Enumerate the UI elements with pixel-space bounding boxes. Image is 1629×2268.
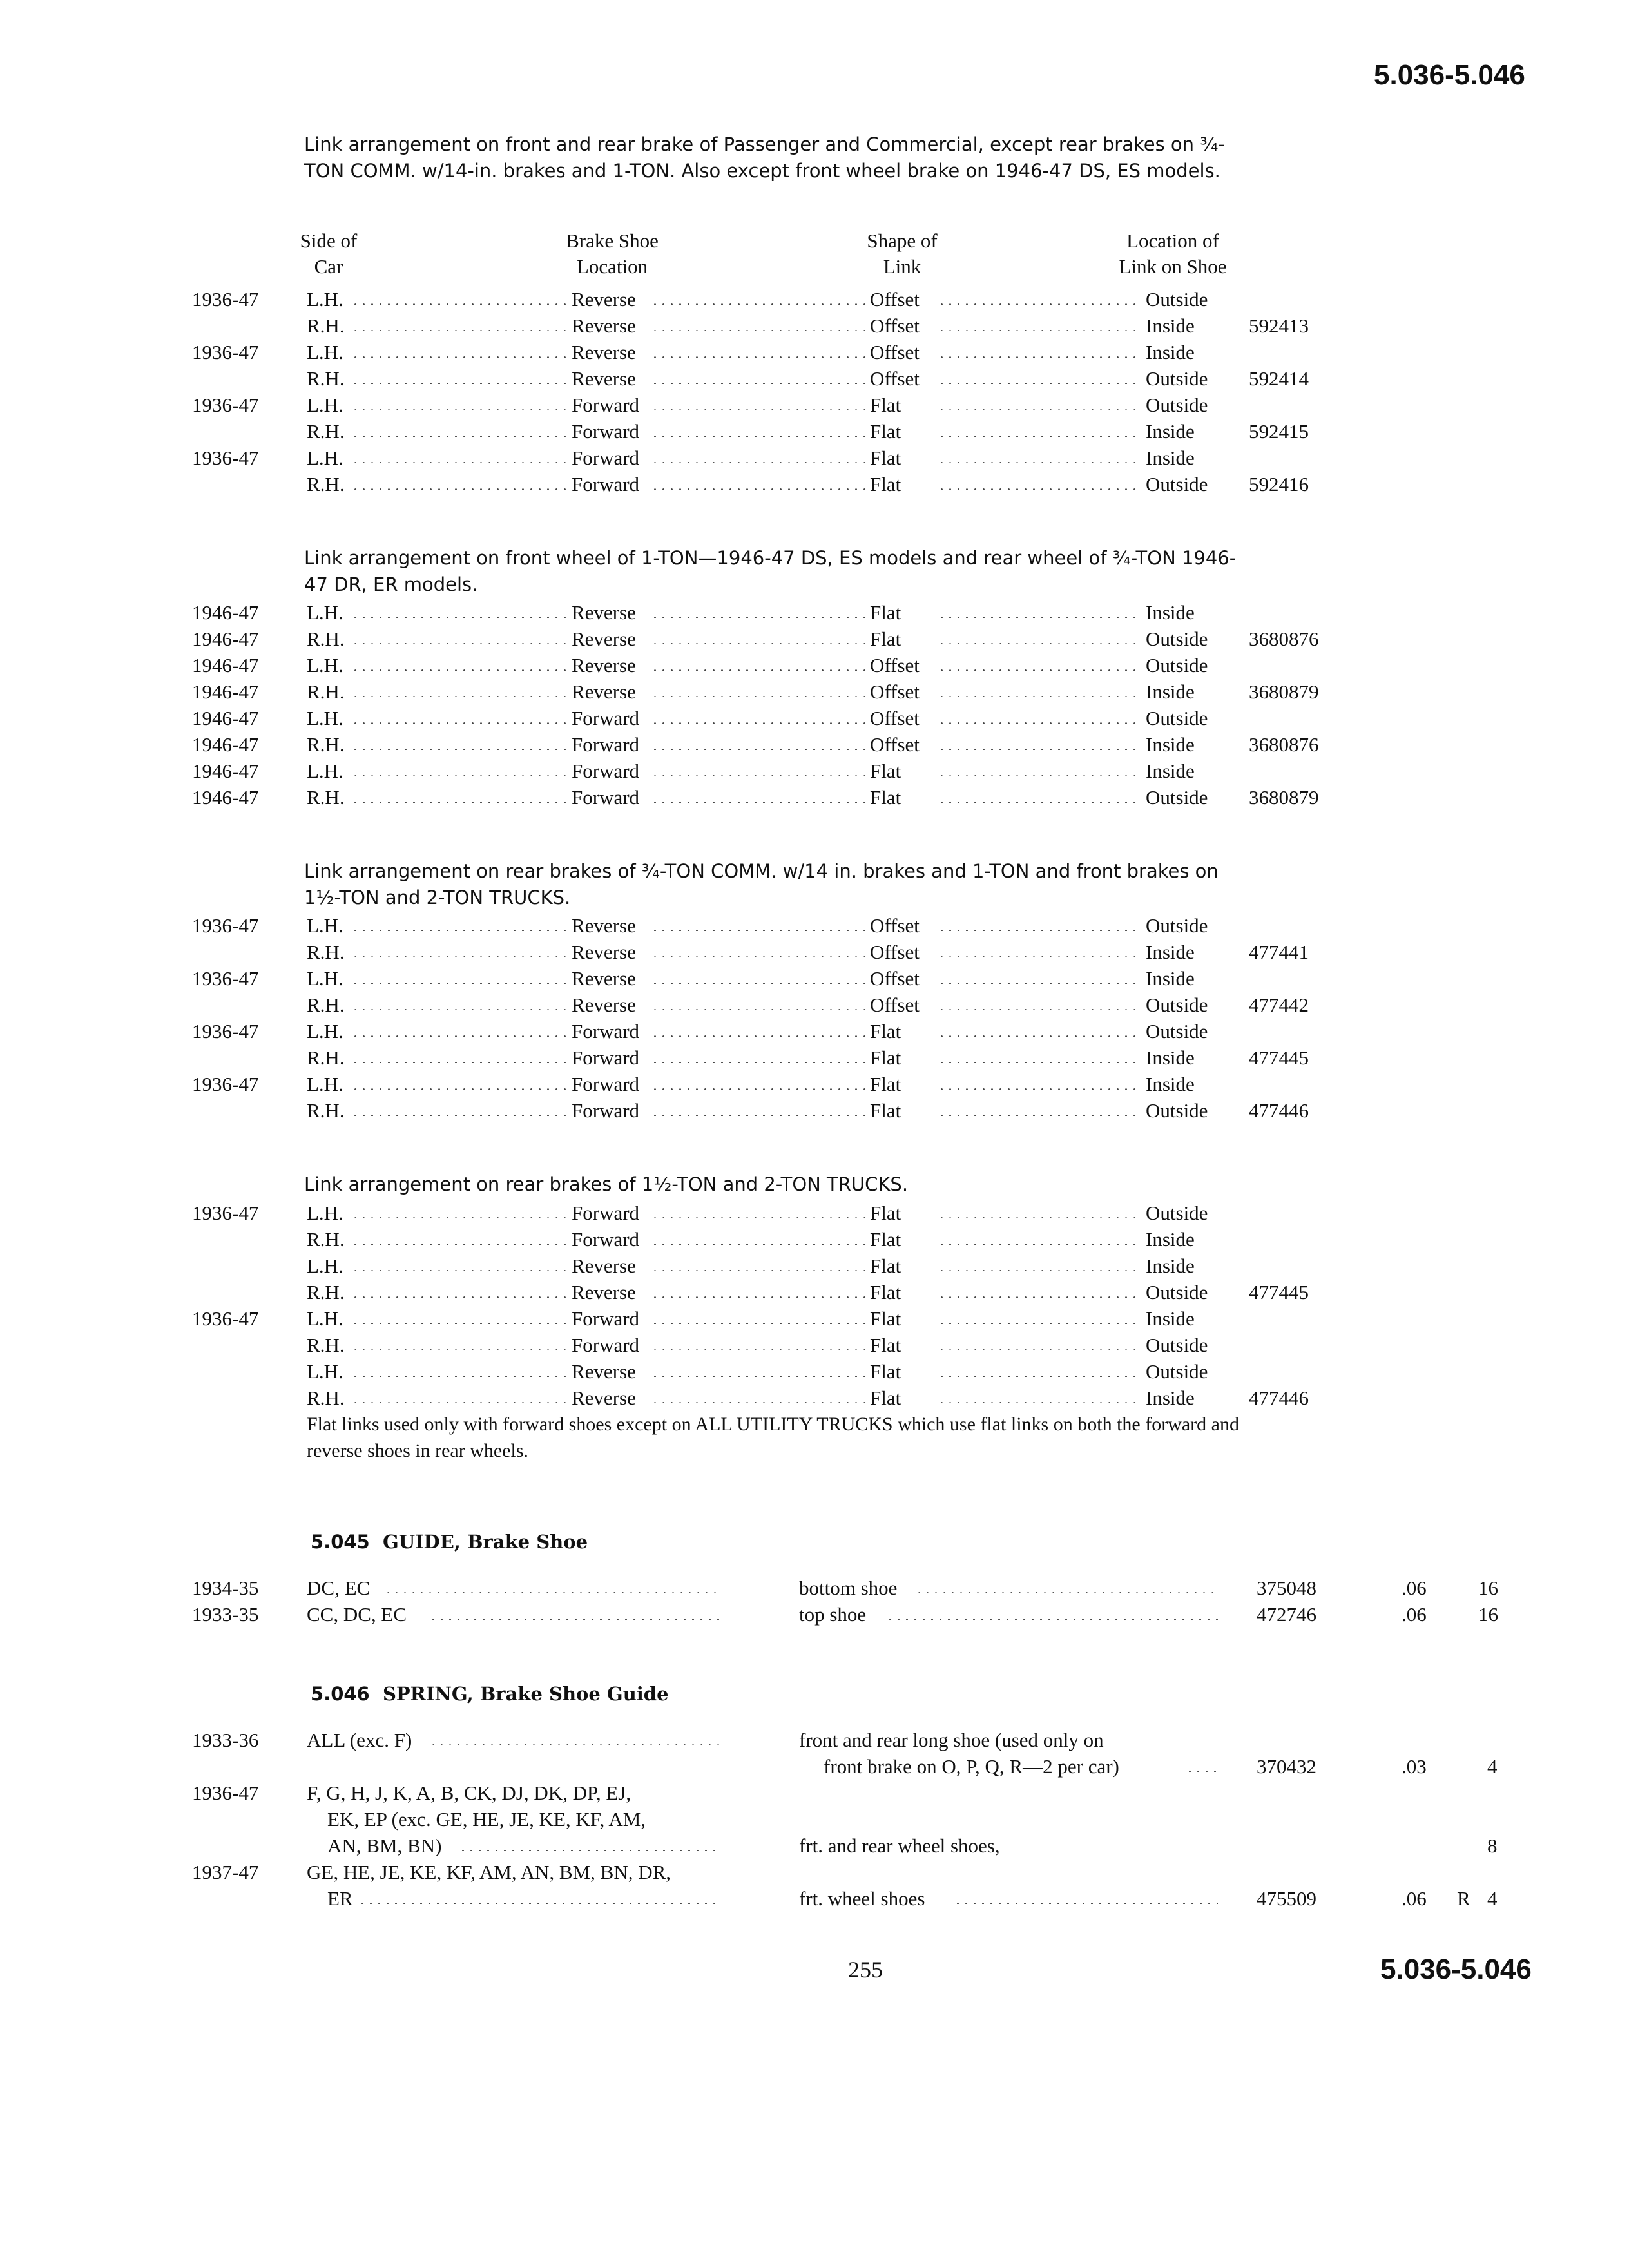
row-part-number: 592416 bbox=[1249, 473, 1309, 495]
row-shape: Offset bbox=[870, 341, 920, 363]
row-shoe: Forward bbox=[572, 447, 640, 469]
row-side: L.H. bbox=[307, 1254, 343, 1277]
table-row bbox=[0, 731, 1629, 758]
row-side: L.H. bbox=[307, 1360, 343, 1383]
row-side: L.H. bbox=[307, 1020, 343, 1043]
row-shape: Offset bbox=[870, 967, 920, 990]
row-shape: Flat bbox=[870, 473, 901, 495]
row-location: Outside bbox=[1146, 1281, 1208, 1303]
row-shoe: Forward bbox=[572, 1099, 640, 1122]
row-location: Outside bbox=[1146, 786, 1208, 809]
table-row bbox=[0, 965, 1629, 992]
row-part-number: 3680876 bbox=[1249, 733, 1319, 756]
col-header-side-line2: Car bbox=[314, 255, 343, 278]
row-location: Inside bbox=[1146, 341, 1195, 363]
row-year: 1936-47 bbox=[192, 914, 259, 937]
table-row bbox=[0, 939, 1629, 965]
row-side: L.H. bbox=[307, 341, 343, 363]
row-price: .06 bbox=[1402, 1603, 1427, 1626]
row-shoe: Reverse bbox=[572, 1254, 636, 1277]
section-5046-heading bbox=[311, 1683, 669, 1705]
row-shape: Flat bbox=[870, 1387, 901, 1409]
row-flag: R bbox=[1457, 1887, 1470, 1910]
row-side: L.H. bbox=[307, 447, 343, 469]
row-side: R.H. bbox=[307, 473, 345, 495]
section-title: GUIDE, Brake Shoe bbox=[382, 1531, 588, 1553]
col-header-shape bbox=[838, 228, 967, 280]
row-location: Inside bbox=[1146, 967, 1195, 990]
table-row bbox=[0, 1097, 1629, 1124]
row-shape: Offset bbox=[870, 680, 920, 703]
row-shoe: Forward bbox=[572, 1307, 640, 1330]
row-year: 1946-47 bbox=[192, 760, 259, 782]
row-shape: Offset bbox=[870, 707, 920, 729]
row-description: frt. wheel shoes bbox=[799, 1887, 925, 1910]
row-year: 1946-47 bbox=[192, 680, 259, 703]
col-header-location bbox=[1095, 228, 1250, 280]
row-part-number: 592415 bbox=[1249, 420, 1309, 443]
row-side: R.H. bbox=[307, 1046, 345, 1069]
row-shape: Offset bbox=[870, 994, 920, 1016]
row-side: L.H. bbox=[307, 967, 343, 990]
row-year: 1933-35 bbox=[192, 1603, 259, 1626]
table-row bbox=[0, 1044, 1629, 1071]
row-side: L.H. bbox=[307, 394, 343, 416]
row-quantity: 16 bbox=[1478, 1603, 1498, 1626]
row-side: L.H. bbox=[307, 914, 343, 937]
row-quantity: 8 bbox=[1487, 1834, 1498, 1857]
row-location: Inside bbox=[1146, 1228, 1195, 1251]
row-shoe: Forward bbox=[572, 760, 640, 782]
row-models: DC, EC bbox=[307, 1577, 371, 1599]
row-shoe: Reverse bbox=[572, 1281, 636, 1303]
row-description: top shoe bbox=[799, 1603, 867, 1626]
table-2-intro: Link arrangement on front wheel of 1-TON—1946-47 DS, ES models and rear wheel of ¾-TON 1946-47 DR, ER models. bbox=[304, 547, 1237, 595]
row-shoe: Forward bbox=[572, 473, 640, 495]
row-shape: Flat bbox=[870, 1281, 901, 1303]
row-shape: Offset bbox=[870, 314, 920, 337]
row-shoe: Reverse bbox=[572, 601, 636, 624]
row-shape: Flat bbox=[870, 1073, 901, 1095]
catalog-row bbox=[0, 1575, 1629, 1601]
row-shoe: Reverse bbox=[572, 654, 636, 677]
table-row bbox=[0, 339, 1629, 365]
row-side: R.H. bbox=[307, 628, 345, 650]
row-shoe: Forward bbox=[572, 707, 640, 729]
row-side: R.H. bbox=[307, 1334, 345, 1356]
row-part-number: 477446 bbox=[1249, 1387, 1309, 1409]
col-header-location-line1: Location of bbox=[1126, 229, 1219, 252]
table-row bbox=[0, 1253, 1629, 1279]
row-side: L.H. bbox=[307, 707, 343, 729]
section-number: 5.046 bbox=[311, 1683, 370, 1705]
row-year: 1946-47 bbox=[192, 707, 259, 729]
row-shoe: Forward bbox=[572, 1046, 640, 1069]
row-part-number: 475509 bbox=[1257, 1887, 1316, 1910]
col-header-shoe-line2: Location bbox=[576, 255, 648, 278]
table-1-intro: Link arrangement on front and rear brake of Passenger and Commercial, except rear brakes on ¾-TON COMM. w/14-in. brakes and 1-TON. Also except front wheel brake on 1946-47 DS, ES models. bbox=[304, 133, 1225, 182]
row-year: 1946-47 bbox=[192, 628, 259, 650]
row-location: Outside bbox=[1146, 654, 1208, 677]
row-description: bottom shoe bbox=[799, 1577, 898, 1599]
row-shoe: Reverse bbox=[572, 367, 636, 390]
row-year: 1933-36 bbox=[192, 1729, 259, 1751]
row-year: 1946-47 bbox=[192, 601, 259, 624]
row-part-number: 477445 bbox=[1249, 1046, 1309, 1069]
row-description-continued: front brake on O, P, Q, R—2 per car) bbox=[824, 1755, 1119, 1778]
table-row bbox=[0, 1358, 1629, 1385]
row-shape: Flat bbox=[870, 1360, 901, 1383]
table-row bbox=[0, 599, 1629, 626]
row-side: L.H. bbox=[307, 1202, 343, 1224]
table-row bbox=[0, 1332, 1629, 1358]
table-row bbox=[0, 392, 1629, 418]
row-location: Inside bbox=[1146, 1307, 1195, 1330]
table-row bbox=[0, 1018, 1629, 1044]
row-models: CC, DC, EC bbox=[307, 1603, 407, 1626]
row-shoe: Reverse bbox=[572, 914, 636, 937]
row-description: frt. and rear wheel shoes, bbox=[799, 1834, 1000, 1857]
row-year: 1934-35 bbox=[192, 1577, 259, 1599]
row-shape: Flat bbox=[870, 786, 901, 809]
row-side: R.H. bbox=[307, 994, 345, 1016]
row-location: Inside bbox=[1146, 733, 1195, 756]
table-row bbox=[0, 758, 1629, 784]
row-location: Inside bbox=[1146, 760, 1195, 782]
row-part-number: 477441 bbox=[1249, 941, 1309, 963]
row-location: Outside bbox=[1146, 288, 1208, 311]
table-row bbox=[0, 418, 1629, 445]
row-part-number: 472746 bbox=[1257, 1603, 1316, 1626]
row-shape: Flat bbox=[870, 760, 901, 782]
row-year: 1936-47 bbox=[192, 967, 259, 990]
row-shape: Flat bbox=[870, 1228, 901, 1251]
row-shoe: Forward bbox=[572, 1334, 640, 1356]
table-4-intro: Link arrangement on rear brakes of 1½-TON and 2-TON TRUCKS. bbox=[304, 1173, 909, 1195]
row-shape: Flat bbox=[870, 628, 901, 650]
table-row bbox=[0, 445, 1629, 471]
row-shoe: Reverse bbox=[572, 941, 636, 963]
row-shoe: Reverse bbox=[572, 341, 636, 363]
row-location: Outside bbox=[1146, 473, 1208, 495]
table-row bbox=[0, 312, 1629, 339]
row-location: Inside bbox=[1146, 1254, 1195, 1277]
catalog-row-continued bbox=[0, 1753, 1629, 1780]
row-part-number: 477445 bbox=[1249, 1281, 1309, 1303]
row-location: Outside bbox=[1146, 994, 1208, 1016]
row-side: R.H. bbox=[307, 1281, 345, 1303]
row-side: R.H. bbox=[307, 314, 345, 337]
table-row bbox=[0, 1226, 1629, 1253]
row-side: R.H. bbox=[307, 1099, 345, 1122]
row-year: 1937-47 bbox=[192, 1861, 259, 1883]
row-part-number: 477446 bbox=[1249, 1099, 1309, 1122]
row-part-number: 3680879 bbox=[1249, 786, 1319, 809]
row-models: ALL (exc. F) bbox=[307, 1729, 412, 1751]
row-shape: Flat bbox=[870, 394, 901, 416]
row-shape: Flat bbox=[870, 601, 901, 624]
row-shape: Offset bbox=[870, 288, 920, 311]
row-location: Outside bbox=[1146, 1020, 1208, 1043]
row-location: Inside bbox=[1146, 680, 1195, 703]
row-shoe: Forward bbox=[572, 733, 640, 756]
row-models: F, G, H, J, K, A, B, CK, DJ, DK, DP, EJ, bbox=[307, 1782, 631, 1804]
row-price: .06 bbox=[1402, 1887, 1427, 1910]
row-location: Inside bbox=[1146, 314, 1195, 337]
row-year: 1936-47 bbox=[192, 1307, 259, 1330]
row-side: L.H. bbox=[307, 1307, 343, 1330]
col-header-shoe bbox=[541, 228, 683, 280]
row-part-number: 592414 bbox=[1249, 367, 1309, 390]
col-header-shape-line1: Shape of bbox=[867, 229, 938, 252]
row-location: Outside bbox=[1146, 1202, 1208, 1224]
col-header-shape-line2: Link bbox=[883, 255, 921, 278]
row-part-number: 592413 bbox=[1249, 314, 1309, 337]
row-side: R.H. bbox=[307, 733, 345, 756]
row-year: 1936-47 bbox=[192, 1073, 259, 1095]
row-shoe: Forward bbox=[572, 786, 640, 809]
table-row bbox=[0, 992, 1629, 1018]
row-shoe: Forward bbox=[572, 1073, 640, 1095]
col-header-shoe-line1: Brake Shoe bbox=[566, 229, 659, 252]
row-year: 1946-47 bbox=[192, 733, 259, 756]
row-location: Outside bbox=[1146, 1334, 1208, 1356]
section-range-footer: 5.036-5.046 bbox=[1380, 1954, 1532, 1985]
table-row bbox=[0, 912, 1629, 939]
row-shoe: Forward bbox=[572, 1020, 640, 1043]
row-models-continued: EK, EP (exc. GE, HE, JE, KE, KF, AM, bbox=[327, 1808, 646, 1831]
row-shape: Offset bbox=[870, 654, 920, 677]
catalog-row bbox=[0, 1780, 1629, 1806]
table-row bbox=[0, 1071, 1629, 1097]
row-location: Inside bbox=[1146, 1387, 1195, 1409]
row-location: Inside bbox=[1146, 941, 1195, 963]
row-side: R.H. bbox=[307, 941, 345, 963]
row-shape: Flat bbox=[870, 1202, 901, 1224]
table-row bbox=[0, 705, 1629, 731]
section-number: 5.045 bbox=[311, 1531, 370, 1553]
row-shape: Flat bbox=[870, 1099, 901, 1122]
row-year: 1936-47 bbox=[192, 447, 259, 469]
row-price: .06 bbox=[1402, 1577, 1427, 1599]
row-quantity: 16 bbox=[1478, 1577, 1498, 1599]
row-quantity: 4 bbox=[1487, 1887, 1498, 1910]
row-shoe: Forward bbox=[572, 394, 640, 416]
row-shape: Offset bbox=[870, 941, 920, 963]
row-description: front and rear long shoe (used only on bbox=[799, 1729, 1104, 1751]
row-part-number: 3680876 bbox=[1249, 628, 1319, 650]
row-part-number: 370432 bbox=[1257, 1755, 1316, 1778]
row-year: 1946-47 bbox=[192, 786, 259, 809]
row-year: 1936-47 bbox=[192, 394, 259, 416]
row-shape: Flat bbox=[870, 447, 901, 469]
table-row bbox=[0, 1200, 1629, 1226]
row-shape: Flat bbox=[870, 1020, 901, 1043]
table-row bbox=[0, 365, 1629, 392]
section-5045-heading bbox=[311, 1531, 588, 1553]
row-side: R.H. bbox=[307, 1387, 345, 1409]
catalog-row-continued bbox=[0, 1885, 1629, 1912]
row-side: L.H. bbox=[307, 1073, 343, 1095]
row-year: 1946-47 bbox=[192, 654, 259, 677]
row-side: L.H. bbox=[307, 288, 343, 311]
row-part-number: 477442 bbox=[1249, 994, 1309, 1016]
row-location: Inside bbox=[1146, 420, 1195, 443]
row-location: Outside bbox=[1146, 914, 1208, 937]
col-header-location-line2: Link on Shoe bbox=[1119, 255, 1227, 278]
row-side: R.H. bbox=[307, 1228, 345, 1251]
row-models: GE, HE, JE, KE, KF, AM, AN, BM, BN, DR, bbox=[307, 1861, 671, 1883]
row-side: L.H. bbox=[307, 654, 343, 677]
catalog-row bbox=[0, 1727, 1629, 1753]
row-shoe: Reverse bbox=[572, 1360, 636, 1383]
row-side: R.H. bbox=[307, 420, 345, 443]
row-side: R.H. bbox=[307, 367, 345, 390]
row-shape: Flat bbox=[870, 1046, 901, 1069]
row-side: L.H. bbox=[307, 760, 343, 782]
table-row bbox=[0, 1279, 1629, 1305]
table-3-intro: Link arrangement on rear brakes of ¾-TON COMM. w/14 in. brakes and 1-TON and front brakes on 1½-TON and 2-TON TRUCKS. bbox=[304, 860, 1219, 908]
page-number: 255 bbox=[848, 1957, 883, 1983]
row-shape: Offset bbox=[870, 914, 920, 937]
table-row bbox=[0, 652, 1629, 678]
section-title: SPRING, Brake Shoe Guide bbox=[382, 1683, 669, 1705]
col-header-side-line1: Side of bbox=[300, 229, 358, 252]
row-location: Outside bbox=[1146, 394, 1208, 416]
row-shoe: Forward bbox=[572, 1228, 640, 1251]
row-shape: Flat bbox=[870, 1307, 901, 1330]
row-year: 1936-47 bbox=[192, 288, 259, 311]
row-models-continued: AN, BM, BN) bbox=[327, 1834, 442, 1857]
table-row bbox=[0, 286, 1629, 312]
row-shoe: Forward bbox=[572, 420, 640, 443]
row-side: R.H. bbox=[307, 786, 345, 809]
row-models-continued: ER bbox=[327, 1887, 353, 1910]
catalog-row bbox=[0, 1601, 1629, 1628]
row-location: Outside bbox=[1146, 707, 1208, 729]
row-shoe: Forward bbox=[572, 1202, 640, 1224]
catalog-row bbox=[0, 1859, 1629, 1885]
table-row bbox=[0, 471, 1629, 497]
row-shape: Flat bbox=[870, 1254, 901, 1277]
row-location: Inside bbox=[1146, 601, 1195, 624]
section-range-header: 5.036-5.046 bbox=[1374, 59, 1525, 91]
row-location: Inside bbox=[1146, 1073, 1195, 1095]
table-row bbox=[0, 784, 1629, 811]
row-quantity: 4 bbox=[1487, 1755, 1498, 1778]
row-part-number: 3680879 bbox=[1249, 680, 1319, 703]
row-location: Inside bbox=[1146, 1046, 1195, 1069]
row-year: 1936-47 bbox=[192, 1782, 259, 1804]
table-row bbox=[0, 1305, 1629, 1332]
row-shoe: Reverse bbox=[572, 967, 636, 990]
row-shoe: Reverse bbox=[572, 314, 636, 337]
row-location: Outside bbox=[1146, 1360, 1208, 1383]
row-shape: Flat bbox=[870, 1334, 901, 1356]
row-side: R.H. bbox=[307, 680, 345, 703]
row-shape: Offset bbox=[870, 367, 920, 390]
row-year: 1936-47 bbox=[192, 1020, 259, 1043]
catalog-row-continued bbox=[0, 1832, 1629, 1859]
table-row bbox=[0, 1385, 1629, 1411]
flat-links-note: Flat links used only with forward shoes except on ALL UTILITY TRUCKS which use flat links on both the forward and reverse shoes in rear wheels. bbox=[307, 1414, 1239, 1461]
row-location: Outside bbox=[1146, 367, 1208, 390]
row-shoe: Reverse bbox=[572, 680, 636, 703]
row-shoe: Reverse bbox=[572, 994, 636, 1016]
col-header-side bbox=[284, 228, 374, 280]
row-part-number: 375048 bbox=[1257, 1577, 1316, 1599]
row-location: Inside bbox=[1146, 447, 1195, 469]
catalog-row-continued bbox=[0, 1806, 1629, 1832]
row-shoe: Reverse bbox=[572, 1387, 636, 1409]
row-location: Outside bbox=[1146, 628, 1208, 650]
row-side: L.H. bbox=[307, 601, 343, 624]
row-shoe: Reverse bbox=[572, 288, 636, 311]
table-row bbox=[0, 626, 1629, 652]
table-row bbox=[0, 678, 1629, 705]
row-year: 1936-47 bbox=[192, 1202, 259, 1224]
row-price: .03 bbox=[1402, 1755, 1427, 1778]
row-shape: Offset bbox=[870, 733, 920, 756]
row-shoe: Reverse bbox=[572, 628, 636, 650]
row-shape: Flat bbox=[870, 420, 901, 443]
row-location: Outside bbox=[1146, 1099, 1208, 1122]
row-year: 1936-47 bbox=[192, 341, 259, 363]
